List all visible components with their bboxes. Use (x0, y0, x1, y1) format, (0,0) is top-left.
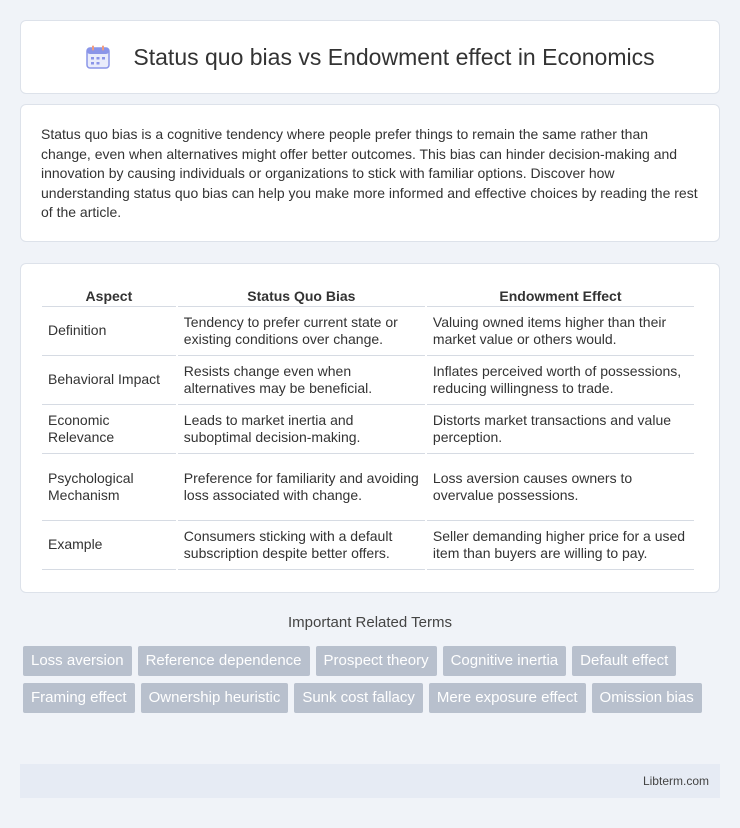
table-header-row (42, 286, 694, 307)
table-cell: Psychological Mechanism (42, 454, 176, 521)
header-status-quo-bias: Status Quo Bias (178, 286, 425, 307)
tag-framing-effect[interactable]: Framing effect (23, 683, 135, 713)
title-card (20, 20, 720, 94)
table-row (42, 307, 694, 356)
table-cell: Consumers sticking with a default subscription despite better offers. (178, 521, 425, 570)
table-row (42, 356, 694, 405)
tag-sunk-cost-fallacy[interactable]: Sunk cost fallacy (294, 683, 423, 713)
comparison-card (20, 263, 720, 593)
table-row (42, 454, 694, 521)
table-cell: Seller demanding higher price for a used item than buyers are willing to pay. (427, 521, 694, 570)
header-endowment-effect: Endowment Effect (427, 286, 694, 307)
table-cell: Preference for familiarity and avoiding loss associated with change. (178, 454, 425, 521)
table-row (42, 405, 694, 454)
comparison-table (40, 286, 696, 570)
table-cell: Resists change even when alternatives may be beneficial. (178, 356, 425, 405)
table-row (42, 521, 694, 570)
intro-card (20, 104, 720, 242)
calendar-icon (85, 44, 111, 70)
table-cell: Definition (42, 307, 176, 356)
tag-omission-bias[interactable]: Omission bias (592, 683, 702, 713)
table-cell: Inflates perceived worth of possessions, reducing willingness to trade. (427, 356, 694, 405)
table-cell: Tendency to prefer current state or existing conditions over change. (178, 307, 425, 356)
table-cell: Loss aversion causes owners to overvalue possessions. (427, 454, 694, 521)
table-cell: Behavioral Impact (42, 356, 176, 405)
tag-ownership-heuristic[interactable]: Ownership heuristic (141, 683, 289, 713)
tag-mere-exposure-effect[interactable]: Mere exposure effect (429, 683, 586, 713)
table-cell: Distorts market transactions and value perception. (427, 405, 694, 454)
tag-reference-dependence[interactable]: Reference dependence (138, 646, 310, 676)
header-aspect: Aspect (42, 286, 176, 307)
table-cell: Economic Relevance (42, 405, 176, 454)
tag-cognitive-inertia[interactable]: Cognitive inertia (443, 646, 567, 676)
intro-text: Status quo bias is a cognitive tendency where people prefer things to remain the same rather than change, even when alternatives might offer better outcomes. This bias can hinder decision-making and innovation by causing individuals or organizations to stick with familiar options. Discover how understanding status quo bias can help you make more informed and effective choices by reading the rest of the article. (41, 126, 698, 220)
tag-prospect-theory[interactable]: Prospect theory (316, 646, 437, 676)
related-terms-list (23, 646, 723, 720)
table-cell: Leads to market inertia and suboptimal decision-making. (178, 405, 425, 454)
related-terms-title: Important Related Terms (288, 614, 452, 631)
tag-loss-aversion[interactable]: Loss aversion (23, 646, 132, 676)
tag-default-effect[interactable]: Default effect (572, 646, 676, 676)
footer (20, 764, 720, 798)
table-cell: Example (42, 521, 176, 570)
footer-site-link[interactable]: Libterm.com (642, 774, 709, 788)
page-title: Status quo bias vs Endowment effect in Economics (133, 43, 655, 70)
table-cell: Valuing owned items higher than their market value or others would. (427, 307, 694, 356)
